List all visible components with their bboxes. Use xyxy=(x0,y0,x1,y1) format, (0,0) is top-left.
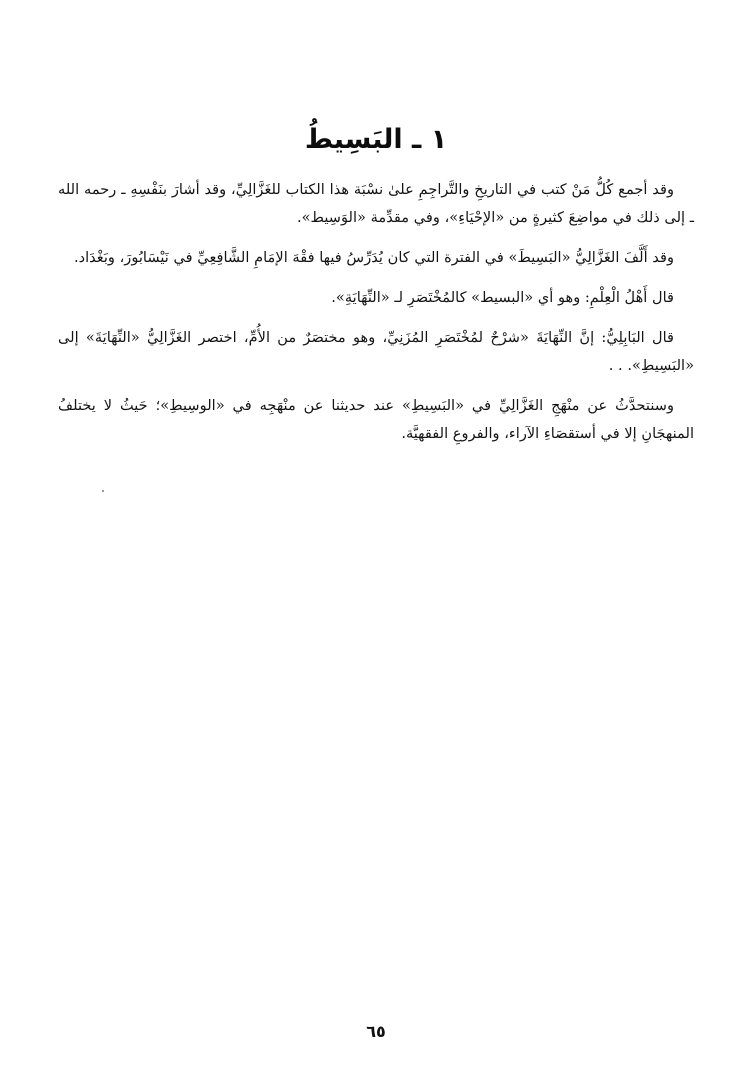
stray-mark xyxy=(102,490,104,492)
page-number: ٦٥ xyxy=(366,1022,386,1041)
paragraph: قال البَابِلِيُّ: إنَّ النِّهَايَةَ «شرْحٌ لمُخْتَصَرِ المُزَنِيِّ، وهو مختصَرٌ من الأُمِّ، اختصر الغَزَّالِيُّ «النِّهَايَةَ» إلى «البَسِيطِ». . . xyxy=(58,329,694,374)
paragraph: وسنتحدَّثُ عن منْهَجِ الغَزَّالِيِّ في «البَسِيطِ» عند حديثنا عن منْهَجِه في «الوسِيطِ»؛ حَيثُ لا يختلفُ المنهجَانِ إلا في أستقصَاءِ الآراء، والفروعِ الفقهيَّة. xyxy=(58,397,694,442)
paragraph: قال أَهْلُ الْعِلْمِ: وهو أي «البسيط» كالمُخْتَصَرِ لـ «النِّهَايَةِ». xyxy=(331,289,674,306)
paragraph: وقد أجمع كُلُّ مَنْ كتب في التاريخِ والتَّراجِمِ علىٰ نسْبَة هذا الكتاب للغَزَّالِيِّ، وقد أشارَ بنَفْسِهِ ـ رحمه الله ـ إلى ذلك في مواضِعَ كثيرةٍ من «الإحْيَاءِ»، وفي مقدِّمة «الوَسِيط». xyxy=(58,181,694,226)
section-heading: ١ ـ البَسِيطُ xyxy=(304,124,448,155)
body-text xyxy=(58,176,694,460)
paragraph: وقد أَلَّفَ الغَزَّالِيُّ «البَسِيطَ» في الفترة التي كان يُدَرِّسُ فيها فقْهَ الإمَامِ الشَّافِعِيِّ في نَيْسَابُورَ، وبَغْدَاد. xyxy=(73,249,674,266)
